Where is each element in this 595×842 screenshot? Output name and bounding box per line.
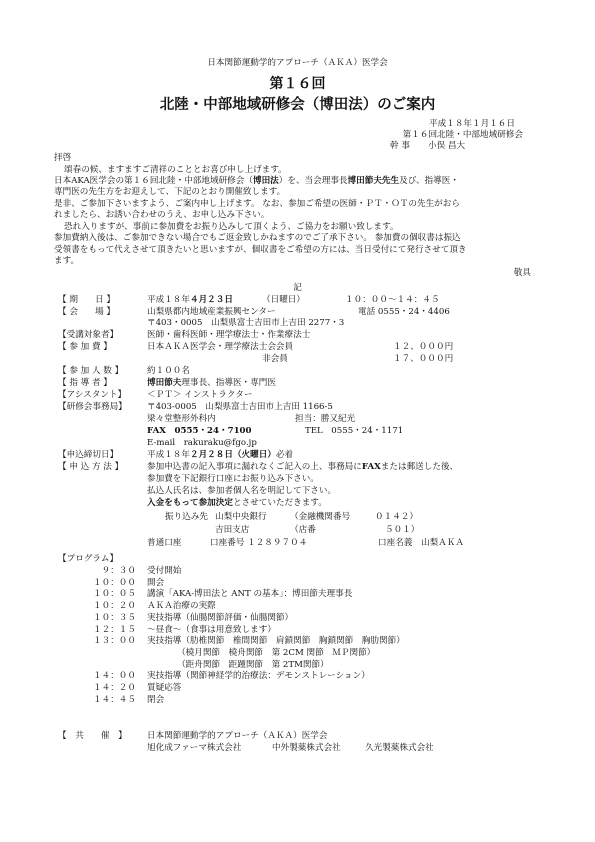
fee-nonmember-label: 非会員 xyxy=(262,354,288,364)
office-address: 〒403-0005 山梨県富士吉田市上吉田 1166-5 xyxy=(147,402,333,412)
program-item: 質疑応答 xyxy=(147,683,182,693)
ki-mark: 記 xyxy=(293,283,302,293)
target-value: 医師・歯科医師・理学療法士・作業療法士 xyxy=(147,330,311,340)
sponsor-company-3: 久光製薬株式会社 xyxy=(365,743,434,753)
program-item: 実技指導（仙腸関節評価・仙腸関節） xyxy=(147,613,294,623)
letter-paragraph-4: 恐れ入りますが、事前に参加費をお振り込みして頂くよう、ご協力をお願い致します。 xyxy=(64,222,399,232)
letter-paragraph-2b: 専門医の先生方をお迎えして、下記のとおり開催致します。 xyxy=(54,187,286,197)
branch-code: ５０１） xyxy=(385,525,420,535)
program-item: 講演「AKA-博田法と ANT の基本」：博田節夫理事長 xyxy=(147,589,353,599)
venue-label: 【 会 場 】 xyxy=(58,307,116,317)
program-item: 受付開始 xyxy=(147,566,182,576)
program-time: １０：２０ xyxy=(93,601,136,611)
issue-date: 平成１８年１月１６日 xyxy=(429,119,515,129)
bank-label: 振り込み先 xyxy=(165,512,208,522)
program-time: ９：３０ xyxy=(101,566,136,576)
bank-code-label: （金融機関番号 xyxy=(290,512,351,522)
program-heading: 【プログラム】 xyxy=(58,554,119,564)
letter-paragraph-2a: 日本AKA医学会の第１６回北陸・中部地域研修会（博田法）を、当会理事長博田節夫先生及び、指導医・ xyxy=(54,176,459,186)
program-item: 実技指導（関節神経学的治療法：デモンストレーション） xyxy=(147,671,370,681)
capacity-value: 約１００名 xyxy=(147,366,190,376)
apply-step-4: 入金をもって参加決定とさせていただきます。 xyxy=(147,498,327,508)
program-time: １０：３５ xyxy=(93,613,136,623)
office-tel: TEL 0555・24・1171 xyxy=(305,426,404,436)
program-item: ＡＫＡ治療の実際 xyxy=(147,601,216,611)
program-time: １４：２０ xyxy=(93,683,136,693)
office-label: 【研修会事務局】 xyxy=(58,402,127,412)
program-item: 実技指導（肋椎関節 椎間関節 肩鎖関節 胸鎖関節 胸肋関節） xyxy=(147,636,405,646)
deadline-label: 【申込締切日】 xyxy=(58,450,119,460)
letter-paragraph-3b: れましたら、お誘い合わせのうえ、お申し込み下さい。 xyxy=(54,210,270,220)
branch-name: 吉田支店 xyxy=(215,525,250,535)
assistant-value: ＜ＰＴ＞ インストラクター xyxy=(147,390,253,400)
account-number: 口座番号 １２８９７０４ xyxy=(210,538,308,548)
venue-tel: 電話 0555・24・4406 xyxy=(358,307,450,317)
apply-step-3: 払込人氏名は、参加者個人名を明記して下さい。 xyxy=(147,486,337,496)
program-time: １３：００ xyxy=(93,636,136,646)
program-time: １４：４５ xyxy=(93,695,136,705)
date-time: １０：００～１４：４５ xyxy=(345,295,440,305)
issuer-event: 第１６回北陸・中部地域研修会 xyxy=(402,130,523,140)
office-fax: FAX 0555・24・7100 xyxy=(147,426,252,436)
program-item: ～昼食～（食事は用意致します） xyxy=(147,625,276,635)
assistant-label: 【アシスタント】 xyxy=(58,390,127,400)
page-title: 北陸・中部地域研修会（博田法）のご案内 xyxy=(159,96,436,113)
venue-address: 〒403・0005 山梨県富士吉田市上吉田 2277・3 xyxy=(147,318,345,328)
program-item: （橈月関節 橈舟関節 第 2CM 関節 ＭＰ関節） xyxy=(147,648,376,658)
branch-code-label: （店番 xyxy=(290,525,316,535)
letter-paragraph-5a: 参加費納入後は、ご参加できない場合でもご返金致しかねますのでご了承下さい。 参加費の個収書は振込 xyxy=(54,233,461,243)
program-item: （距舟関節 距踵関節 第 2TM関節） xyxy=(147,660,329,670)
deadline-value: 平成１８年２月２８日（火曜日）必着 xyxy=(147,450,294,460)
fee-label: 【 参 加 費 】 xyxy=(58,342,112,352)
office-email[interactable]: E-mail rakuraku@fgo.jp xyxy=(147,438,257,448)
letter-paragraph-5c: ます。 xyxy=(54,256,80,266)
fee-member-value: １２、０００円 xyxy=(393,342,454,352)
program-time: １０：０５ xyxy=(93,589,136,599)
program-item: 開会 xyxy=(147,578,165,588)
program-time: １０：００ xyxy=(93,578,136,588)
apply-step-2: 参加費を下記銀行口座にお振り込み下さい。 xyxy=(147,474,319,484)
letter-paragraph-3a: 是非、ご参加下さいますよう、ご案内申し上げます。 なお、参加ご希望の医師・ＰＴ・ＯＴの先生がおら xyxy=(54,199,460,209)
account-type: 普通口座 xyxy=(147,538,182,548)
issuer-name: 小俣 昌大 xyxy=(428,141,466,151)
event-number: 第１６回 xyxy=(269,76,326,92)
sponsors-label: 【 共 催 】 xyxy=(58,731,127,741)
fee-nonmember-value: １７、０００円 xyxy=(393,354,454,364)
apply-step-1: 参加申込書の記入事項に漏れなくご記入の上、事務局にFAXまたは郵送した後、 xyxy=(147,462,459,472)
fee-member-label: 日本ＡＫＡ医学会・理学療法士会会員 xyxy=(147,342,294,352)
office-contact: 担当：勝又紀光 xyxy=(295,414,356,424)
instructor-label: 【 指 導 者 】 xyxy=(58,378,112,388)
program-item: 閉会 xyxy=(147,695,165,705)
sponsor-organizer: 日本関節運動学的アプローチ（ＡＫＡ）医学会 xyxy=(147,731,328,741)
sponsor-company-1: 旭化成ファーマ株式会社 xyxy=(147,743,242,753)
target-label: 【受講対象者】 xyxy=(58,330,119,340)
account-holder: 口座名義 山梨ＡＫＡ xyxy=(378,538,464,548)
date-weekday: （日曜日） xyxy=(262,295,305,305)
apply-method-label: 【 申 込 方 法 】 xyxy=(58,462,124,472)
venue-name: 山梨県都内地域産業振興センター xyxy=(147,307,276,317)
office-clinic: 梁々堂整形外科内 xyxy=(147,414,216,424)
closing: 敬具 xyxy=(513,268,531,278)
instructor-value: 博田節夫理事長、指導医・専門医 xyxy=(147,378,276,388)
letter-paragraph-1: 頌春の候、ますますご清祥のこととお喜び申し上げます。 xyxy=(64,165,287,175)
date-label: 【 期 日 】 xyxy=(58,295,116,305)
issuer-role: 幹 事 xyxy=(390,141,410,151)
salutation: 拝啓 xyxy=(54,153,72,163)
date-value: 平成１８年４月２３日 xyxy=(147,295,233,305)
program-time: １４：００ xyxy=(93,671,136,681)
program-time: １２：１５ xyxy=(93,625,136,635)
bank-name: 山梨中央銀行 xyxy=(215,512,267,522)
bank-code: ０１４２） xyxy=(375,512,418,522)
organizer-heading: 日本関節運動学的アプローチ（ＡＫＡ）医学会 xyxy=(207,58,388,68)
sponsor-company-2: 中外製薬株式会社 xyxy=(272,743,341,753)
capacity-label: 【 参 加 人 数 】 xyxy=(58,366,124,376)
letter-paragraph-5b: 受領書をもって代えさせて頂きたいと思いますが、個収書をご希望の方には、当日受付にて発行させて頂き xyxy=(54,245,467,255)
